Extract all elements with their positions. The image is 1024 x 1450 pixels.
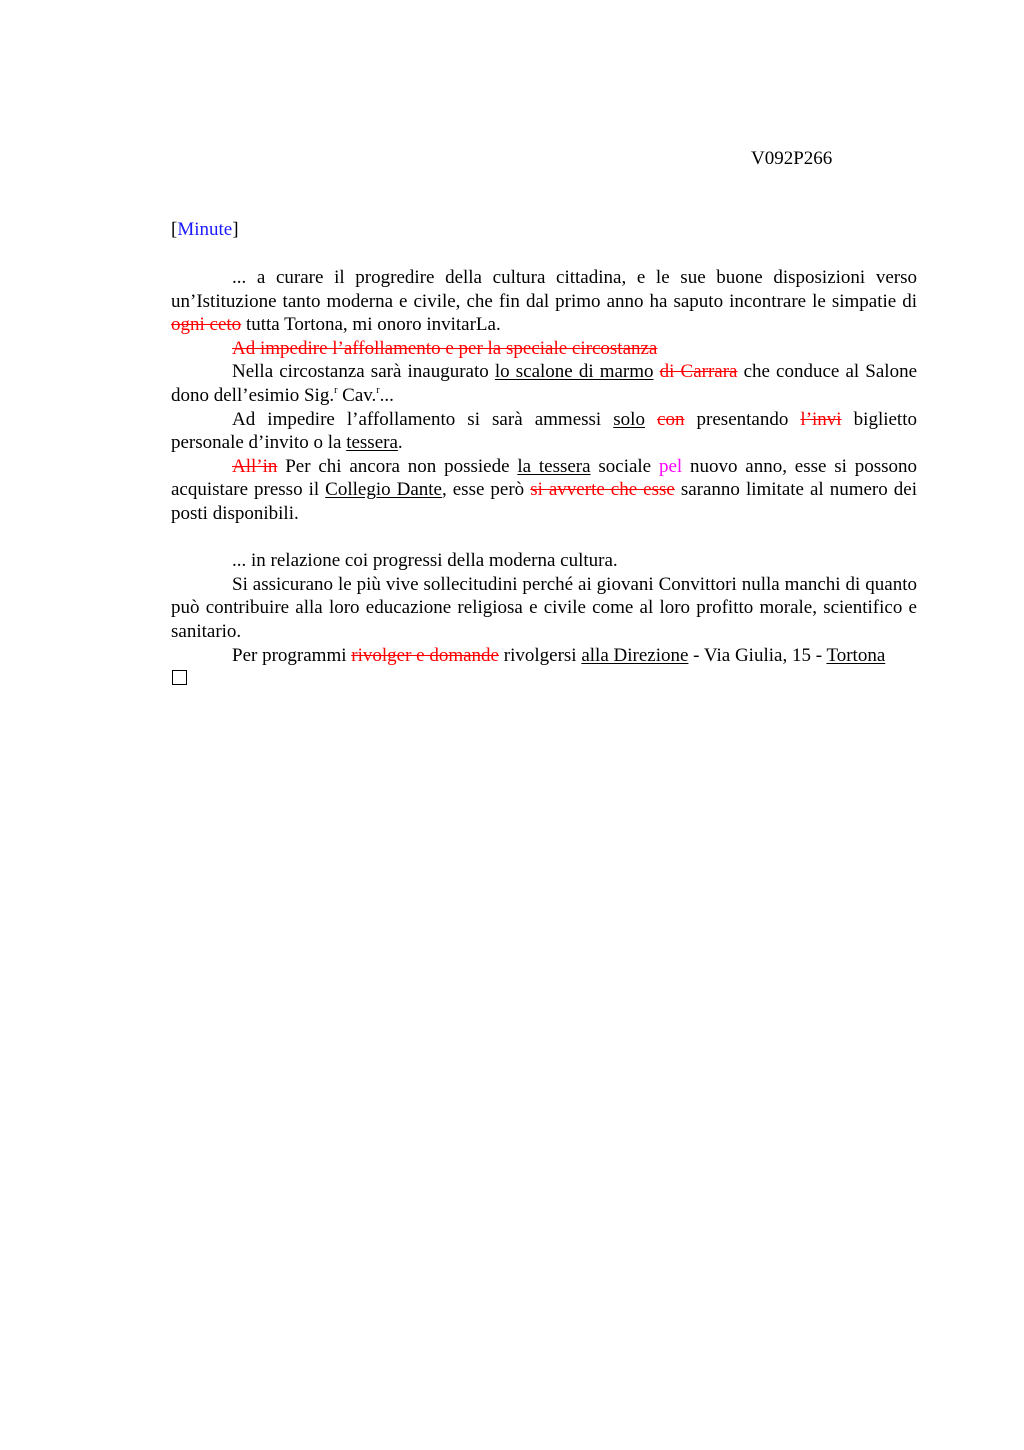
text-run xyxy=(645,409,657,430)
paragraph-6 xyxy=(171,549,917,573)
deleted-text: l’invi xyxy=(800,408,842,430)
tag-bracket-open: [ xyxy=(171,219,178,240)
transcription-body xyxy=(171,266,917,685)
underlined-text: alla Direzione xyxy=(581,644,689,666)
underlined-text: Tortona xyxy=(826,644,886,666)
paragraph-8 xyxy=(171,644,917,668)
text-run: nuovo anno, esse si possono acquistare presso il xyxy=(171,455,917,501)
paragraph-5 xyxy=(171,455,917,526)
text-run: Per programmi xyxy=(232,644,352,666)
paragraph-1 xyxy=(171,266,917,337)
superscript: r xyxy=(376,384,380,396)
deleted-text: rivolger e domande xyxy=(351,644,499,666)
tag-word-minute: Minute xyxy=(177,219,233,240)
underlined-text: lo scalone di marmo xyxy=(494,361,654,383)
paragraph-3 xyxy=(171,360,917,407)
deleted-text: All’in xyxy=(232,455,278,477)
underlined-text: Collegio Dante xyxy=(325,479,442,501)
text-run: tutta Tortona, mi onoro invitarLa. xyxy=(241,314,501,336)
highlighted-word: pel xyxy=(658,455,683,477)
underlined-text: tessera xyxy=(346,432,398,454)
paragraph-2-deleted xyxy=(171,337,917,361)
text-run: che conduce al Salone dono dell’esimio Sig. xyxy=(171,361,917,406)
paragraph-7 xyxy=(171,573,917,644)
text-run: Cav. xyxy=(337,384,377,406)
text-run: presentando xyxy=(684,408,801,430)
text-run: biglietto personale d’invito o la xyxy=(171,408,917,454)
text-run: ... xyxy=(379,384,394,406)
text-run: ... a curare il progredire della cultura cittadina, e le sue buone disposizioni verso un’Istituzione tanto moderna e civile, che fin dal primo anno ha saputo incontrare le simpatie di xyxy=(171,267,917,312)
text-run: - Via Giulia, 15 - xyxy=(688,644,827,666)
text-run: Ad impedire l’affollamento si sarà ammessi xyxy=(232,408,614,430)
text-run: ... in relazione coi progressi della moderna cultura. xyxy=(232,550,618,572)
paragraph-4 xyxy=(171,408,917,455)
text-run: , esse però xyxy=(441,479,531,501)
deleted-text: si avverte che esse xyxy=(530,479,675,501)
document-reference-code: V092P266 xyxy=(751,148,833,169)
tag-bracket-close: ] xyxy=(232,219,239,240)
text-run: sociale xyxy=(590,455,659,477)
text-run: saranno limitate al numero dei posti disponibili. xyxy=(171,479,917,524)
deleted-text: Ad impedire l’affollamento e per la speciale circostanza xyxy=(232,337,658,359)
text-run: rivolgersi xyxy=(499,644,582,666)
text-run: Per chi ancora non possiede xyxy=(277,455,518,477)
underlined-text: solo xyxy=(613,408,645,430)
superscript: r xyxy=(334,384,338,396)
text-run: Nella circostanza sarà inaugurato xyxy=(232,361,495,383)
deleted-text: ogni ceto xyxy=(171,314,242,336)
deleted-text: con xyxy=(657,408,685,430)
deleted-text: di Carrara xyxy=(659,361,738,383)
text-run: Si assicurano le più vive sollecitudini perché ai giovani Convittori nulla manchi di quanto può contribuire alla loro educazione religiosa e civile come al loro profitto morale, scientifico e sanitario. xyxy=(171,573,917,642)
underlined-text: la tessera xyxy=(517,455,591,477)
empty-box-icon xyxy=(172,670,187,685)
section-tag xyxy=(171,218,239,242)
text-run: . xyxy=(397,432,403,454)
paragraph-gap xyxy=(171,526,917,550)
